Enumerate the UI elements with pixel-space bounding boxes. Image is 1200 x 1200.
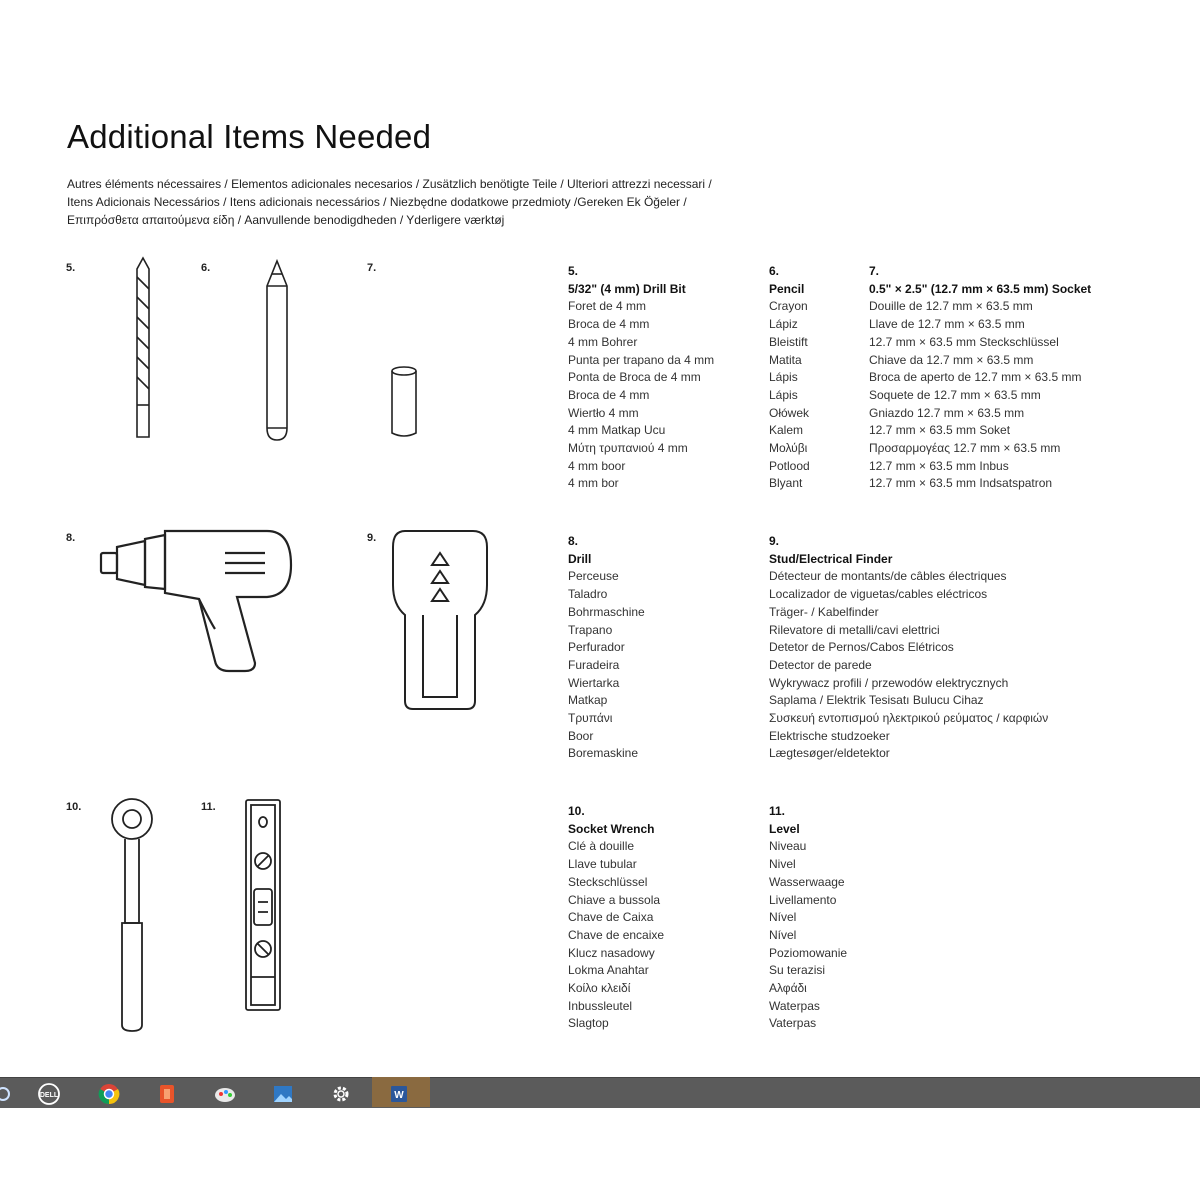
translation-text: Llave de 12.7 mm × 63.5 mm — [869, 317, 1025, 332]
translation-text: Ponta de Broca de 4 mm — [568, 370, 701, 385]
subtitle-line: Επιπρόσθετα απαιτούμενα είδη / Aanvullende benodigdheden / Yderligere værktøj — [67, 213, 505, 227]
translation-text: Προσαρμογέας 12.7 mm × 63.5 mm — [869, 441, 1061, 456]
svg-text:W: W — [394, 1090, 404, 1101]
taskbar — [0, 1077, 1200, 1108]
item-number: 9. — [769, 534, 780, 548]
dell-icon[interactable] — [38, 1083, 60, 1105]
subtitle-line: Autres éléments nécessaires / Elementos adicionales necesarios / Zusätzlich benötigte Teile / Ulteriori attrezzi necessari / — [67, 177, 712, 191]
item-number: 8. — [568, 534, 579, 548]
item-name: Drill — [568, 551, 592, 566]
translation-text: Kalem — [769, 423, 804, 438]
item-drill-bit — [568, 263, 714, 493]
item-number: 11. — [769, 804, 786, 818]
translation-text: Detector de parede — [769, 657, 872, 672]
translation-text: Boremaskine — [568, 746, 639, 761]
translation-text: Αλφάδι — [769, 981, 807, 996]
translation-text: Livellamento — [769, 892, 837, 907]
word-icon[interactable] — [388, 1083, 410, 1105]
translation-text: Broca de 4 mm — [568, 317, 650, 332]
figure-number: 8. — [66, 532, 76, 544]
item-socket — [869, 263, 1091, 493]
svg-text:DELL: DELL — [39, 1092, 59, 1099]
translated-subtitle — [67, 175, 887, 229]
item-name: Level — [769, 821, 800, 836]
translation-text: Blyant — [769, 476, 803, 491]
translation-text: Bohrmaschine — [568, 604, 645, 619]
translation-text: Broca de 4 mm — [568, 387, 650, 402]
translation-text: Träger- / Kabelfinder — [769, 604, 879, 619]
translation-text: Chave de Caixa — [568, 910, 654, 925]
translation-text: Su terazisi — [769, 963, 826, 978]
chrome-icon[interactable] — [98, 1083, 120, 1105]
translation-text: Broca de aperto de 12.7 mm × 63.5 mm — [869, 370, 1082, 385]
item-name: Socket Wrench — [568, 821, 655, 836]
figure-number: 7. — [367, 262, 377, 274]
office-icon[interactable] — [156, 1083, 178, 1105]
item-number: 10. — [568, 804, 585, 818]
translation-text: Detetor de Pernos/Cabos Elétricos — [769, 640, 954, 655]
translation-text: Potlood — [769, 458, 810, 473]
translation-text: Steckschlüssel — [568, 874, 648, 889]
pencil-icon — [260, 258, 294, 448]
photos-icon[interactable] — [272, 1083, 294, 1105]
translation-text: Chiave da 12.7 mm × 63.5 mm — [869, 352, 1034, 367]
translation-text: Lápis — [769, 387, 798, 402]
translation-text: 12.7 mm × 63.5 mm Indsatspatron — [869, 476, 1053, 491]
translation-text: Waterpas — [769, 998, 820, 1013]
item-name: 5/32" (4 mm) Drill Bit — [568, 281, 686, 296]
translation-text: 12.7 mm × 63.5 mm Soket — [869, 423, 1011, 438]
item-socket-wrench — [568, 803, 664, 1033]
settings-icon[interactable] — [330, 1083, 352, 1105]
translation-text: Douille de 12.7 mm × 63.5 mm — [869, 299, 1033, 314]
translation-text: Nivel — [769, 857, 796, 872]
translation-text: Perceuse — [568, 569, 619, 584]
item-name: Stud/Electrical Finder — [769, 551, 893, 566]
translation-text: Wiertarka — [568, 675, 620, 690]
translation-text: Nível — [769, 927, 797, 942]
figure-number: 6. — [201, 262, 211, 274]
translation-text: Llave tubular — [568, 857, 637, 872]
drill-bit-icon — [125, 255, 161, 445]
item-pencil — [769, 263, 810, 493]
translation-text: 4 mm Bohrer — [568, 334, 638, 349]
translation-text: Ołówek — [769, 405, 810, 420]
translation-text: Foret de 4 mm — [568, 299, 647, 314]
translation-text: Vaterpas — [769, 1016, 817, 1031]
translation-text: Crayon — [769, 299, 808, 314]
item-drill — [568, 533, 645, 763]
translation-text: Κοίλο κλειδί — [568, 981, 631, 996]
item-number: 5. — [568, 264, 579, 278]
item-number: 6. — [769, 264, 780, 278]
translation-text: Elektrische studzoeker — [769, 728, 890, 743]
translation-text: 4 mm Matkap Ucu — [568, 423, 666, 438]
translation-text: Trapano — [568, 622, 613, 637]
translation-text: Perfurador — [568, 640, 625, 655]
translation-text: Inbussleutel — [568, 998, 633, 1013]
translation-text: Détecteur de montants/de câbles électriques — [769, 569, 1007, 584]
translation-text: Furadeira — [568, 657, 620, 672]
translation-text: Τρυπάνι — [568, 711, 613, 726]
socket-wrench-icon — [105, 795, 160, 1035]
translation-text: Μολύβι — [769, 441, 808, 456]
translation-text: Chave de encaixe — [568, 927, 665, 942]
translation-text: Συσκευή εντοπισμού ηλεκτρικού ρεύματος / καρφιών — [769, 711, 1049, 726]
translation-text: Wiertło 4 mm — [568, 405, 639, 420]
translation-text: Matkap — [568, 693, 608, 708]
translation-text: Punta per trapano da 4 mm — [568, 352, 715, 367]
stud-finder-icon — [387, 525, 492, 715]
translation-text: Poziomowanie — [769, 945, 848, 960]
item-number: 7. — [869, 264, 880, 278]
page-title: Additional Items Needed — [67, 118, 432, 155]
translation-text: 4 mm boor — [568, 458, 626, 473]
translation-text: Clé à douille — [568, 839, 635, 854]
translation-text: Lápiz — [769, 317, 798, 332]
translation-text: Lápis — [769, 370, 798, 385]
translation-text: Soquete de 12.7 mm × 63.5 mm — [869, 387, 1041, 402]
translation-text: Nível — [769, 910, 797, 925]
item-stud-finder — [769, 533, 1048, 763]
translation-text: Rilevatore di metalli/cavi elettrici — [769, 622, 940, 637]
start-icon[interactable] — [0, 1083, 14, 1105]
translation-text: Taladro — [568, 587, 608, 602]
translation-text: Localizador de viguetas/cables eléctricos — [769, 587, 988, 602]
translation-text: Lokma Anahtar — [568, 963, 649, 978]
translation-text: Saplama / Elektrik Tesisatı Bulucu Cihaz — [769, 693, 984, 708]
figure-number: 9. — [367, 532, 377, 544]
translation-text: Μύτη τρυπανιού 4 mm — [568, 441, 688, 456]
figure-number: 5. — [66, 262, 76, 274]
item-level — [769, 803, 847, 1033]
translation-text: Gniazdo 12.7 mm × 63.5 mm — [869, 405, 1025, 420]
translation-text: Klucz nasadowy — [568, 945, 655, 960]
translation-text: Wykrywacz profili / przewodów elektrycznych — [769, 675, 1009, 690]
translation-text: Matita — [769, 352, 802, 367]
translation-text: Bleistift — [769, 334, 808, 349]
subtitle-line: Itens Adicionais Necessários / Itens adicionais necessários / Niezbędne dodatkowe przedmioty /Gereken Ek Öğeler / — [67, 195, 687, 209]
translation-text: 12.7 mm × 63.5 mm Inbus — [869, 458, 1009, 473]
item-name: Pencil — [769, 281, 805, 296]
spirit-level-icon — [243, 797, 283, 1015]
power-drill-icon — [95, 525, 300, 675]
translation-text: Wasserwaage — [769, 874, 845, 889]
translation-text: Slagtop — [568, 1016, 609, 1031]
paint-icon[interactable] — [214, 1083, 236, 1105]
figure-number: 11. — [201, 801, 216, 813]
translation-text: 12.7 mm × 63.5 mm Steckschlüssel — [869, 334, 1059, 349]
item-name: 0.5" × 2.5" (12.7 mm × 63.5 mm) Socket — [869, 281, 1092, 296]
figure-number: 10. — [66, 801, 82, 813]
translation-text: Boor — [568, 728, 594, 743]
translation-text: 4 mm bor — [568, 476, 619, 491]
socket-icon — [388, 363, 420, 443]
translation-text: Niveau — [769, 839, 807, 854]
translation-text: Lægtesøger/eldetektor — [769, 746, 890, 761]
translation-text: Chiave a bussola — [568, 892, 661, 907]
